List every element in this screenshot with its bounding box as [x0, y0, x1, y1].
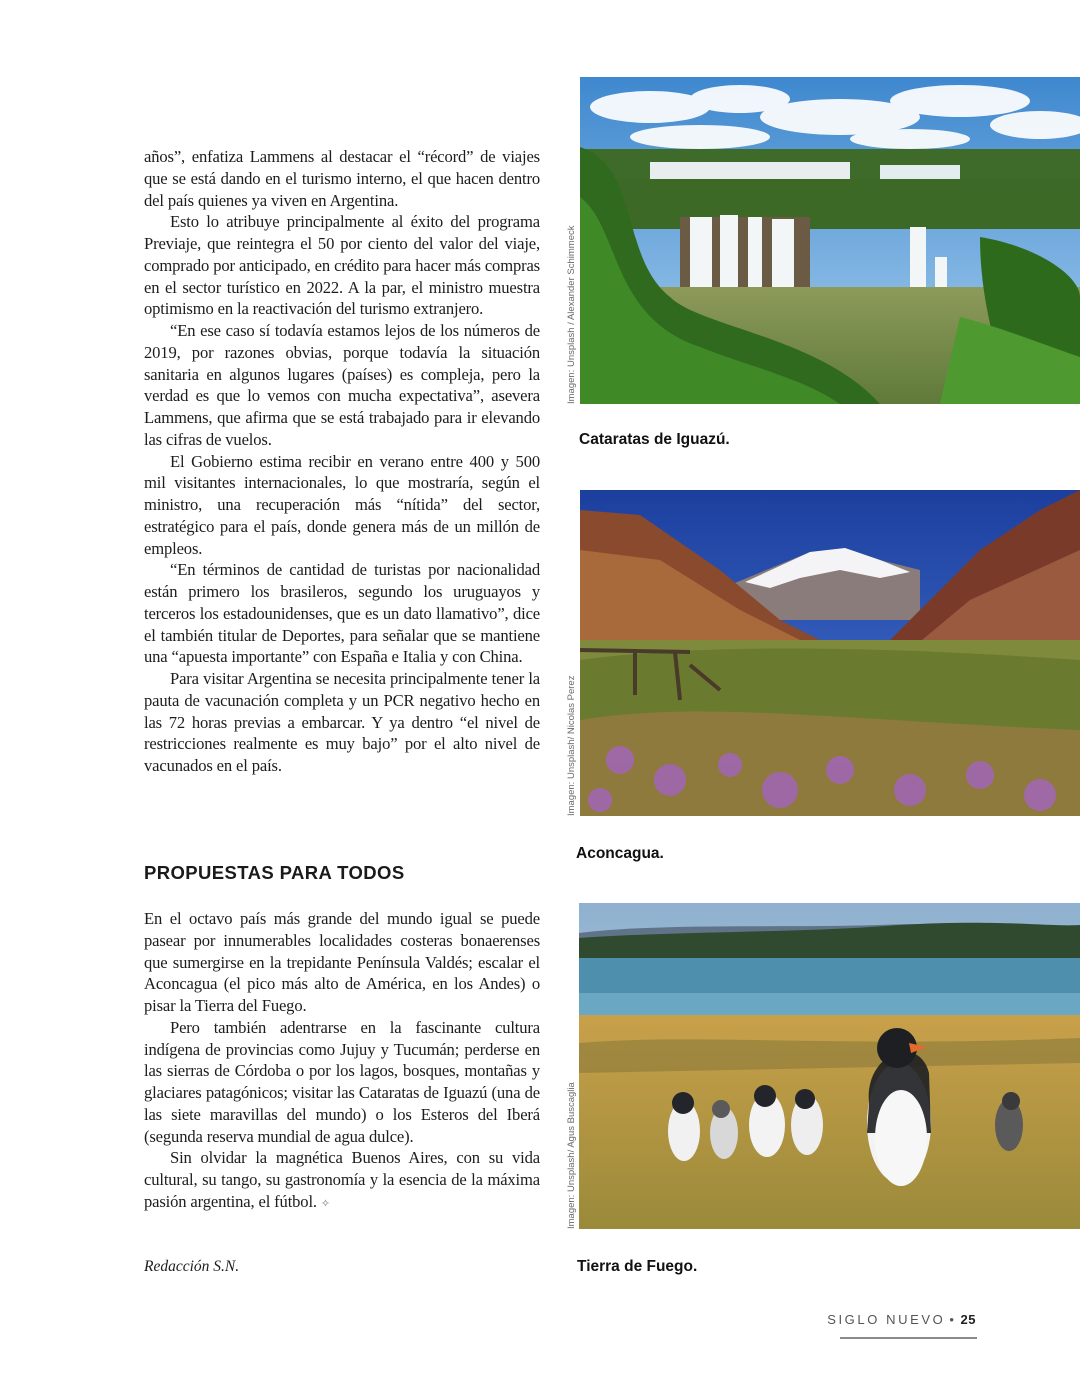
- paragraph: El Gobierno estima recibir en verano entre 400 y 500 mil visitantes internacionales, lo que mostraría, según el ministro, una recuperación más “nítida” del sector, estratégico para el país, donde genera más de un millón de empleos.: [144, 451, 540, 558]
- end-mark-icon: ✧: [320, 1197, 330, 1210]
- photo-caption: Aconcagua.: [576, 845, 664, 862]
- photo-caption: Cataratas de Iguazú.: [579, 431, 730, 448]
- mountain-illustration: [580, 490, 1080, 816]
- photo-caption: Tierra de Fuego.: [577, 1258, 698, 1275]
- separator-dot: •: [949, 1312, 957, 1327]
- paragraph-text: Sin olvidar la magnética Buenos Aires, con su vida cultural, su tango, su gastronomía y la esencia de la máxima pasión argentina, el fútbol.: [144, 1148, 540, 1211]
- photo-tierra-del-fuego: [579, 903, 1080, 1229]
- paragraph: Pero también adentrarse en la fascinante cultura indígena de provincias como Jujuy y Tucumán; perderse en las sierras de Córdoba o por los lagos, bosques, montañas y glaciares patagónicos; visitar las Cataratas de Iguazú (una de las siete maravillas del mundo) o los Esteros del Iberá (segunda reserva mundial de agua dulce).: [144, 1017, 540, 1146]
- section-heading: PROPUESTAS PARA TODOS: [144, 862, 405, 883]
- footer-rule: [840, 1337, 977, 1339]
- byline: Redacción S.N.: [144, 1258, 240, 1275]
- photo-iguazu-falls: [580, 77, 1080, 404]
- paragraph: [144, 1147, 540, 1215]
- waterfall-illustration: [580, 77, 1080, 404]
- page-footer: [827, 1312, 976, 1327]
- page-number: 25: [960, 1312, 976, 1327]
- paragraph: “En términos de cantidad de turistas por nacionalidad están primero los brasileros, segundo los uruguayos y terceros los estadounidenses, que es un dato llamativo”, dice el también titular de Deportes, para señalar que se mantiene una “apuesta importante” con España e Italia y con China.: [144, 560, 540, 667]
- article-body-top: [144, 146, 540, 777]
- penguin-illustration: [579, 903, 1080, 1229]
- photo-aconcagua: [580, 490, 1080, 816]
- paragraph: “En ese caso sí todavía estamos lejos de los números de 2019, por razones obvias, porque todavía la situación sanitaria en algunos lugares (países) es compleja, pero la verdad es que lo vemos con mucha expectativa”, asevera Lammens, que afirma que se está trabajado para ir elevando las cifras de vuelos.: [144, 321, 540, 449]
- paragraph: Esto lo atribuye principalmente al éxito del programa Previaje, que reintegra el 50 por ciento del valor del viaje, comprado por anticipado, en crédito para hacer más compras en el sector turístico en 2022. A la par, el ministro muestra optimismo en la reactivación del turismo extranjero.: [144, 212, 540, 319]
- paragraph: años”, enfatiza Lammens al destacar el “récord” de viajes que se está dando en el turismo interno, el que hacen dentro del país quienes ya viven en Argentina.: [144, 147, 540, 210]
- paragraph: Para visitar Argentina se necesita principalmente tener la pauta de vacunación completa y un PCR negativo hecho en las 72 horas previas a embarcar. Y ya dentro “el nivel de restricciones realmente es muy bajo” por el alto nivel de vacunados en el país.: [144, 669, 540, 775]
- paragraph: En el octavo país más grande del mundo igual se puede pasear por innumerables localidades costeras bonaerenses que sumergirse en la trepidante Península Valdés; escalar el Aconcagua (el pico más alto de América, en los Andes) o pisar la Tierra del Fuego.: [144, 909, 540, 1015]
- magazine-name: SIGLO NUEVO: [827, 1312, 946, 1327]
- article-body-bottom: [144, 908, 540, 1216]
